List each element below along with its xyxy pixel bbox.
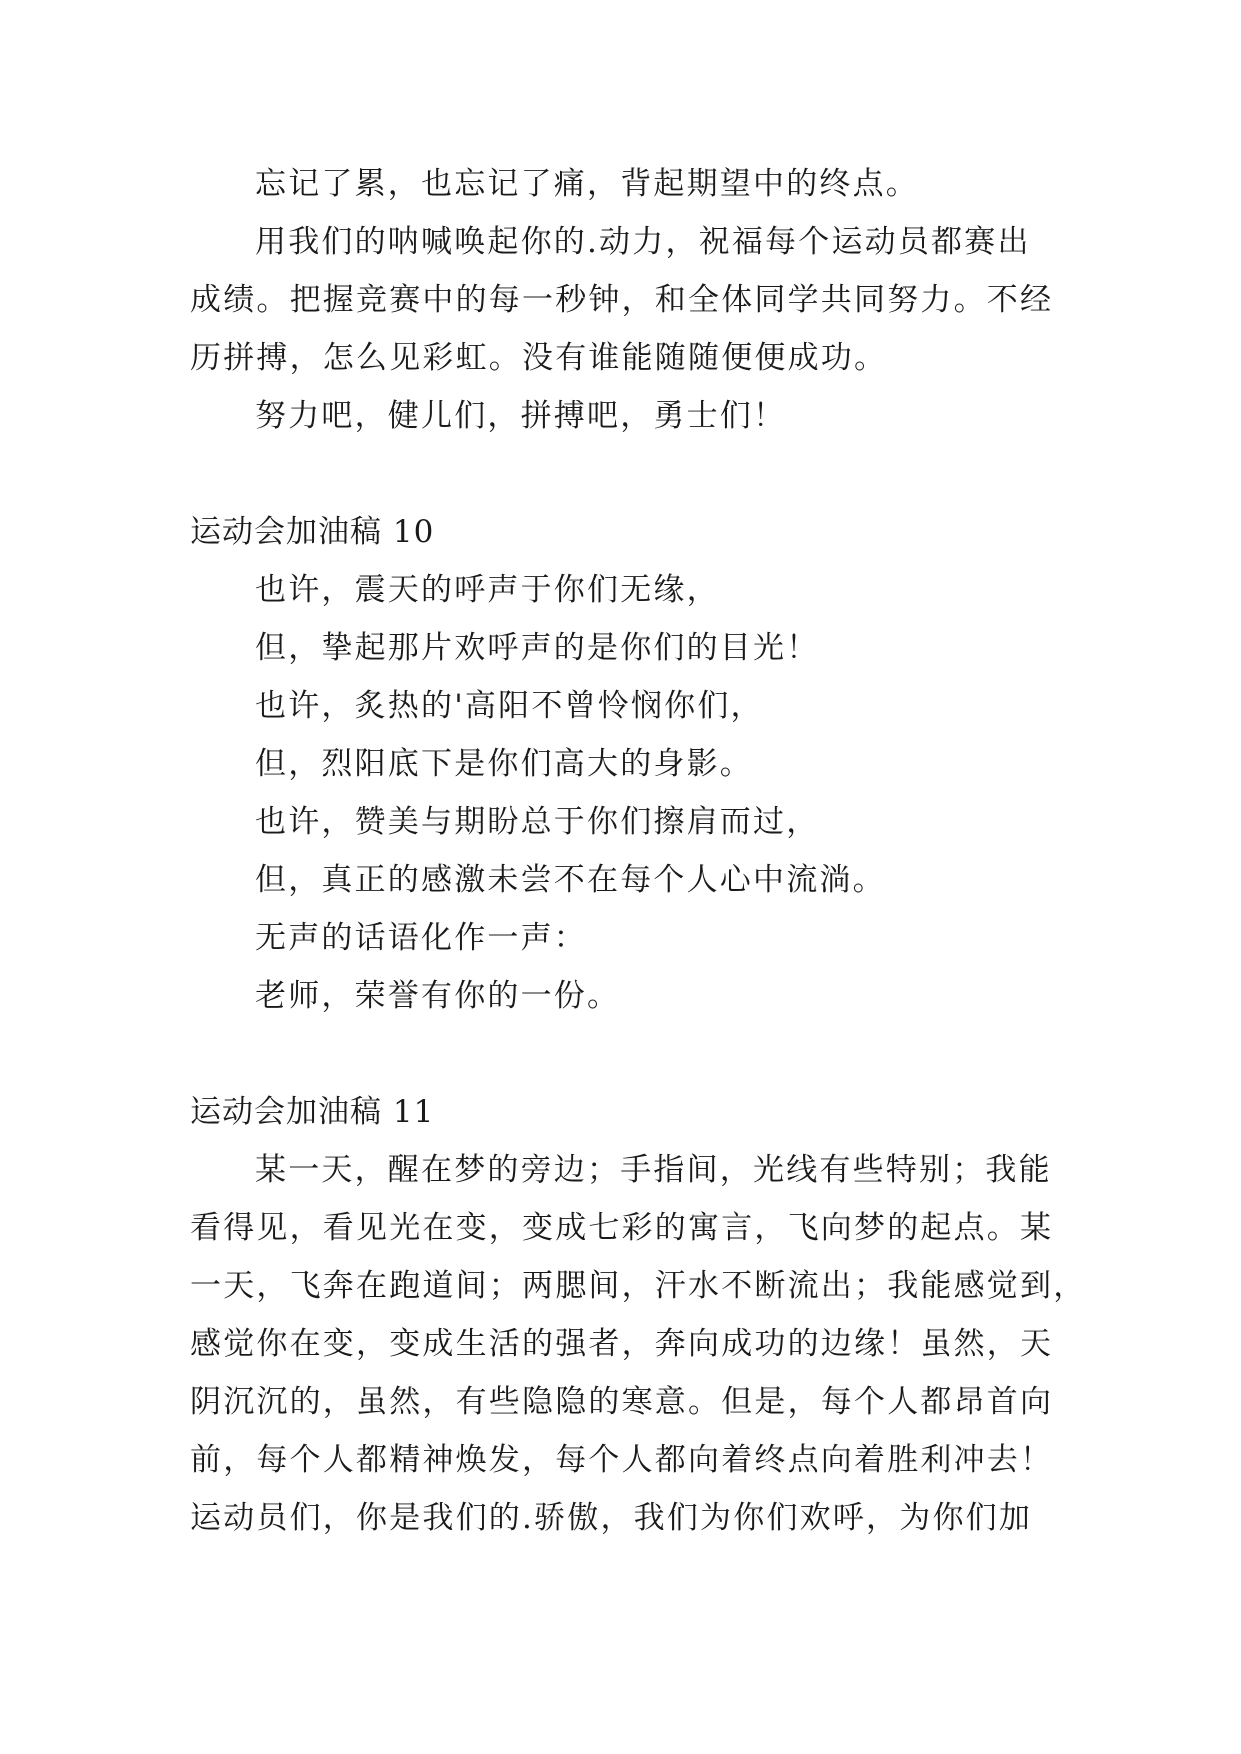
paragraph-line: 成绩。把握竞赛中的每一秒钟，和全体同学共同努力。不经	[190, 282, 1054, 318]
paragraph-line: 一天，飞奔在跑道间；两腮间，汗水不断流出；我能感觉到，	[190, 1268, 1087, 1304]
poem-line: 但，真正的感激未尝不在每个人心中流淌。	[255, 862, 886, 898]
section-heading: 运动会加油稿 11	[190, 1094, 435, 1130]
paragraph-line: 努力吧，健儿们，拼搏吧，勇士们！	[255, 398, 787, 434]
paragraph-line: 某一天，醒在梦的旁边；手指间，光线有些特别；我能	[255, 1152, 1052, 1188]
poem-line: 也许，赞美与期盼总于你们擦肩而过，	[255, 804, 820, 840]
paragraph-line: 阴沉沉的，虽然，有些隐隐的寒意。但是，每个人都昂首向	[190, 1384, 1054, 1420]
poem-line: 但，挚起那片欢呼声的是你们的目光！	[255, 630, 820, 666]
paragraph-line: 用我们的呐喊唤起你的.动力，祝福每个运动员都赛出	[255, 224, 1031, 260]
section-heading: 运动会加油稿 10	[190, 514, 435, 550]
paragraph-line: 看得见，看见光在变，变成七彩的寓言，飞向梦的起点。某	[190, 1210, 1054, 1246]
poem-line: 但，烈阳底下是你们高大的身影。	[255, 746, 753, 782]
paragraph-line: 运动员们，你是我们的.骄傲，我们为你们欢呼，为你们加	[190, 1500, 1033, 1536]
poem-line: 也许，震天的呼声于你们无缘，	[255, 572, 720, 608]
paragraph-line: 感觉你在变，变成生活的强者，奔向成功的边缘！虽然，天	[190, 1326, 1054, 1362]
paragraph-line: 前，每个人都精神焕发，每个人都向着终点向着胜利冲去！	[190, 1442, 1054, 1478]
poem-line: 老师，荣誉有你的一份。	[255, 978, 621, 1014]
poem-line: 也许，炙热的'高阳不曾怜悯你们，	[255, 688, 764, 724]
poem-line: 无声的话语化作一声：	[255, 920, 587, 956]
paragraph-line: 忘记了累，也忘记了痛，背起期望中的终点。	[255, 166, 919, 202]
paragraph-line: 历拼搏，怎么见彩虹。没有谁能随随便便成功。	[190, 340, 888, 376]
